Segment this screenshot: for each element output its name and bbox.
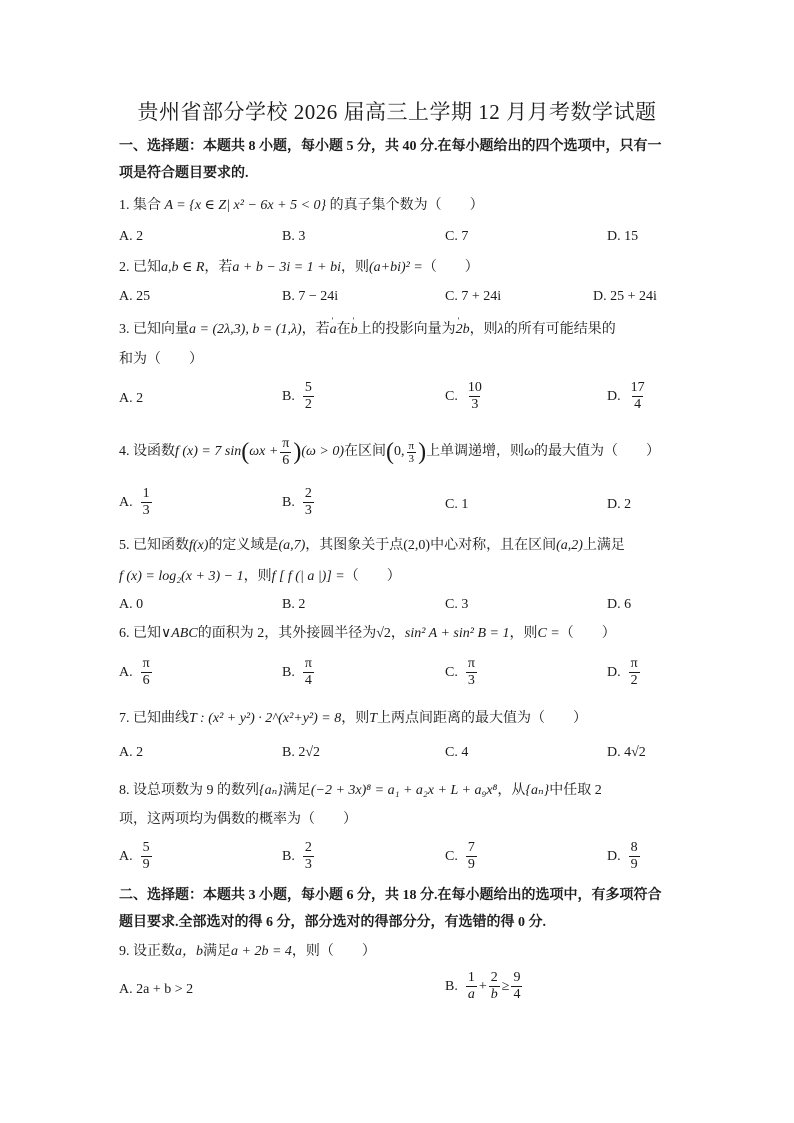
- q6-triangle: ∨ABC: [161, 626, 198, 641]
- denominator: 2: [304, 397, 312, 412]
- q5-expression: f [ f (| a |)] =: [271, 569, 345, 584]
- numerator: 1: [467, 970, 475, 985]
- q2-mid2: ，则: [341, 260, 369, 275]
- q9-suffix: ，则（ ）: [291, 944, 376, 959]
- denominator: 3: [467, 673, 475, 688]
- question-5-line1: [119, 536, 625, 556]
- q8-option-a-fraction: [141, 840, 152, 873]
- q6-equation: sin² A + sin² B = 1: [404, 626, 510, 641]
- question-7: [119, 709, 587, 729]
- q8-option-c-fraction: [466, 840, 477, 873]
- numerator: π: [142, 656, 150, 671]
- q4-option-a[interactable]: [119, 486, 154, 519]
- question-8-line2: 项，这两项均为偶数的概率为（ ）: [119, 812, 357, 827]
- q5-interval: (a,2): [556, 538, 583, 553]
- q4-option-a-label: A.: [119, 494, 133, 510]
- q7-curve: T : (x² + y²) · 2^(x²+y²) = 8: [189, 711, 342, 726]
- q3-prefix: 3. 已知向量: [119, 322, 189, 337]
- q8-mid: 满足: [282, 783, 311, 798]
- denominator: 9: [630, 857, 638, 872]
- q5-option-c[interactable]: C. 3: [445, 597, 469, 612]
- q1-option-c[interactable]: C. 7: [445, 229, 469, 244]
- numerator: 2: [490, 970, 498, 985]
- q4-arg: ωx +: [249, 444, 279, 459]
- q5-fx: f(x): [189, 538, 209, 553]
- question-1: [119, 196, 484, 216]
- denominator: 6: [142, 673, 150, 688]
- q3-option-c-fraction: [466, 380, 484, 413]
- q4-prefix: 4. 设函数: [119, 444, 175, 459]
- denominator: 9: [142, 857, 150, 872]
- q4-interval-left: 0,: [394, 444, 405, 459]
- denominator: 4: [304, 673, 312, 688]
- q8-option-a-label: A.: [119, 848, 133, 864]
- q7-t: T: [369, 711, 378, 726]
- q6-option-b[interactable]: [282, 656, 316, 689]
- section-two-header-line2: 题目要求.全部选对的得 6 分，部分选对的得部分分，有选错的得 0 分.: [119, 915, 546, 930]
- q3-projection: ' 2b: [456, 320, 470, 340]
- q5-option-b[interactable]: B. 2: [282, 597, 306, 612]
- q2-prefix: 2. 已知: [119, 260, 161, 275]
- q6-option-a-fraction: [141, 656, 152, 689]
- q6-mid: 的面积为 2，其外接圆半径为: [197, 626, 377, 641]
- q6-suffix: （ ）: [559, 626, 616, 641]
- q5-suffix: （ ）: [344, 569, 401, 584]
- denominator: 4: [513, 987, 521, 1002]
- q4-condition: (ω > 0): [301, 444, 344, 459]
- q4-end: 的最大值为（ ）: [533, 444, 660, 459]
- q6-prefix: 6. 已知: [119, 626, 161, 641]
- q6-option-a-label: A.: [119, 664, 133, 680]
- q6-option-b-label: B.: [282, 664, 295, 680]
- q4-option-d[interactable]: D. 2: [607, 497, 632, 512]
- q4-interval-open: (: [386, 439, 394, 465]
- q2-condition: a,b ∈ R: [161, 260, 205, 275]
- q7-option-b[interactable]: B. 2√2: [282, 745, 321, 760]
- q5-option-a[interactable]: A. 0: [119, 597, 144, 612]
- q1-suffix: 的真子集个数为（ ）: [329, 198, 484, 213]
- q8-option-d[interactable]: [607, 840, 642, 873]
- q4-mid: 在区间: [344, 444, 386, 459]
- q3-option-c-label: C.: [445, 388, 458, 404]
- q8-option-b[interactable]: [282, 840, 316, 873]
- q5-line1-end: 上满足: [582, 538, 625, 553]
- q1-option-a[interactable]: A. 2: [119, 229, 144, 244]
- q2-expression: (a+bi)² =: [369, 260, 423, 275]
- q9-option-b[interactable]: [445, 970, 524, 1003]
- q6-option-d-label: D.: [607, 664, 621, 680]
- q6-radius: √2: [376, 626, 391, 641]
- q7-suffix: 上两点间距离的最大值为（ ）: [377, 711, 588, 726]
- q7-then: ，则: [341, 711, 370, 726]
- numerator: π: [282, 435, 290, 451]
- q3-option-b-label: B.: [282, 388, 295, 404]
- denominator: 3: [304, 857, 312, 872]
- q7-option-c[interactable]: C. 4: [445, 745, 469, 760]
- numerator: 10: [467, 380, 482, 395]
- q3-lambda: λ: [497, 322, 504, 337]
- q3-option-a[interactable]: A. 2: [119, 391, 144, 406]
- q1-option-b[interactable]: B. 3: [282, 229, 306, 244]
- page-title: 贵州省部分学校 2026 届高三上学期 12 月月考数学试题: [137, 100, 657, 124]
- q6-option-c[interactable]: [445, 656, 479, 689]
- q3-vectors: a = (2λ,3), b = (1,λ): [189, 322, 302, 337]
- q9-relation: ≥: [501, 978, 510, 994]
- q3-option-d-fraction: [629, 380, 647, 413]
- q5-option-d[interactable]: D. 6: [607, 597, 632, 612]
- q3-vector-a: ' a: [330, 320, 337, 340]
- numerator: 1: [142, 486, 150, 501]
- q9-equation: a + 2b = 4: [231, 944, 292, 959]
- question-3-line1: [119, 320, 616, 340]
- q5-mid2: ，其图象关于点: [305, 538, 404, 553]
- q8-line1-end: 中任取 2: [549, 783, 602, 798]
- numerator: π: [467, 656, 475, 671]
- numerator: 2: [304, 840, 312, 855]
- q8-option-c-label: C.: [445, 848, 458, 864]
- question-4: [119, 432, 660, 472]
- q4-option-b-fraction: [303, 486, 314, 519]
- numerator: 9: [513, 970, 521, 985]
- q8-option-b-label: B.: [282, 848, 295, 864]
- q1-set-expr: A = {x ∈ Z| x² − 6x + 5 < 0}: [164, 198, 327, 213]
- denominator: 9: [467, 857, 475, 872]
- q9-mid: 满足: [203, 944, 231, 959]
- question-3-line2: 和为（ ）: [119, 352, 203, 367]
- numerator: π: [630, 656, 638, 671]
- q4-interval-close: ): [418, 439, 427, 465]
- q2-equation: a + b − 3i = 1 + bi: [232, 260, 341, 275]
- q2-suffix: （ ）: [422, 260, 479, 275]
- plus-sign: +: [478, 978, 487, 994]
- numerator: 8: [630, 840, 638, 855]
- q4-suffix: 上单调递增，则: [426, 444, 525, 459]
- q5-mid3: 中心对称，且在区间: [430, 538, 557, 553]
- q6-option-d-fraction: [629, 656, 640, 689]
- q6-then: ，则: [509, 626, 538, 641]
- q3-mid2: 上的投影向量为: [357, 322, 456, 337]
- q9-option-b-fraction-3: [511, 970, 522, 1003]
- q4-omega: ω: [524, 444, 534, 459]
- q6-option-d[interactable]: [607, 656, 642, 689]
- q4-option-b[interactable]: [282, 486, 316, 519]
- q6-option-c-fraction: [466, 656, 477, 689]
- q2-option-c[interactable]: C. 7 + 24i: [445, 289, 502, 304]
- q5-mid: 的定义域是: [208, 538, 279, 553]
- q7-option-d[interactable]: D. 4√2: [607, 745, 646, 760]
- question-9: [119, 942, 376, 962]
- q8-option-d-fraction: [629, 840, 640, 873]
- question-6: [119, 624, 616, 644]
- q9-option-b-fraction-2: [489, 970, 500, 1003]
- q6-angle-c: C =: [537, 626, 560, 641]
- q4-function: f (x) = 7 sin: [175, 444, 242, 459]
- q8-sequence-2: {aₙ}: [525, 783, 550, 798]
- denominator: 4: [634, 397, 642, 412]
- question-5-line2: [119, 567, 401, 587]
- q2-option-d[interactable]: D. 25 + 24i: [593, 289, 657, 304]
- q5-equation: f (x) = log₂(x + 3) − 1: [119, 569, 244, 584]
- q7-prefix: 7. 已知曲线: [119, 711, 189, 726]
- q3-option-b-fraction: [303, 380, 314, 413]
- q3-line1-end: 的所有可能结果的: [503, 322, 616, 337]
- q3-mid: ，若: [301, 322, 330, 337]
- numerator: π: [304, 656, 312, 671]
- q4-option-b-label: B.: [282, 494, 295, 510]
- q3-option-d[interactable]: [607, 380, 649, 413]
- q9-option-b-fraction-1: [466, 970, 477, 1003]
- q6-option-c-label: C.: [445, 664, 458, 680]
- q8-option-a[interactable]: [119, 840, 154, 873]
- q5-then: ，则: [243, 569, 272, 584]
- q9-option-a[interactable]: A. 2a + b > 2: [119, 982, 194, 997]
- q9-option-b-label: B.: [445, 978, 458, 994]
- q4-arg-fraction: [280, 436, 291, 469]
- denominator: a: [467, 987, 475, 1002]
- q2-mid: ，若: [204, 260, 233, 275]
- q2-option-a[interactable]: A. 25: [119, 289, 151, 304]
- q8-mid2: ，从: [497, 783, 526, 798]
- q4-paren-close: ): [293, 439, 302, 465]
- q5-point: (2,0): [403, 538, 431, 553]
- q8-option-d-label: D.: [607, 848, 621, 864]
- section-one-header-line2: 项是符合题目要求的.: [119, 166, 249, 181]
- denominator: b: [490, 987, 498, 1002]
- q9-prefix: 9. 设正数: [119, 944, 175, 959]
- q8-option-c[interactable]: [445, 840, 479, 873]
- q3-option-c[interactable]: [445, 380, 486, 413]
- q4-interval-fraction: [407, 440, 417, 465]
- q4-option-c[interactable]: C. 1: [445, 497, 469, 512]
- q7-option-a[interactable]: A. 2: [119, 745, 144, 760]
- q8-prefix: 8. 设总项数为 9 的数列: [119, 783, 259, 798]
- q3-option-b[interactable]: [282, 380, 316, 413]
- numerator: 7: [467, 840, 475, 855]
- q8-equation: (−2 + 3x)⁸ = a₁ + a₂x + L + a₉x⁸: [310, 783, 498, 798]
- q8-option-b-fraction: [303, 840, 314, 873]
- q1-option-d[interactable]: D. 15: [607, 229, 639, 244]
- question-2: [119, 258, 479, 278]
- denominator: 2: [630, 673, 638, 688]
- q1-prefix: 1. 集合: [119, 198, 161, 213]
- numerator: 5: [142, 840, 150, 855]
- q3-vector-b: ' b: [351, 320, 358, 340]
- denominator: 3: [142, 503, 150, 518]
- section-one-header-line1: 一、选择题：本题共 8 小题，每小题 5 分，共 40 分.在每小题给出的四个选项中，只有一: [119, 139, 662, 154]
- q8-sequence: {aₙ}: [259, 783, 283, 798]
- q6-option-a[interactable]: [119, 656, 154, 689]
- q9-variables: a，b: [175, 944, 203, 959]
- q5-prefix: 5. 已知函数: [119, 538, 189, 553]
- q4-paren-open: (: [241, 439, 250, 465]
- denominator: 3: [408, 452, 415, 465]
- denominator: 3: [471, 397, 479, 412]
- question-8-line1: [119, 781, 602, 801]
- q4-option-a-fraction: [141, 486, 152, 519]
- q6-mid2: ，: [390, 626, 405, 641]
- numerator: 2: [304, 486, 312, 501]
- q3-on: 在: [336, 322, 351, 337]
- denominator: 3: [304, 503, 312, 518]
- q3-option-d-label: D.: [607, 388, 621, 404]
- q5-domain: (a,7): [278, 538, 306, 553]
- q3-then: ，则: [469, 322, 498, 337]
- q6-option-b-fraction: [303, 656, 314, 689]
- denominator: 6: [282, 452, 290, 468]
- numerator: 5: [304, 380, 312, 395]
- q2-option-b[interactable]: B. 7 − 24i: [282, 289, 339, 304]
- numerator: 17: [630, 380, 645, 395]
- section-two-header-line1: 二、选择题：本题共 3 小题，每小题 6 分，共 18 分.在每小题给出的选项中，有多项符合: [119, 888, 662, 903]
- numerator: π: [408, 439, 415, 452]
